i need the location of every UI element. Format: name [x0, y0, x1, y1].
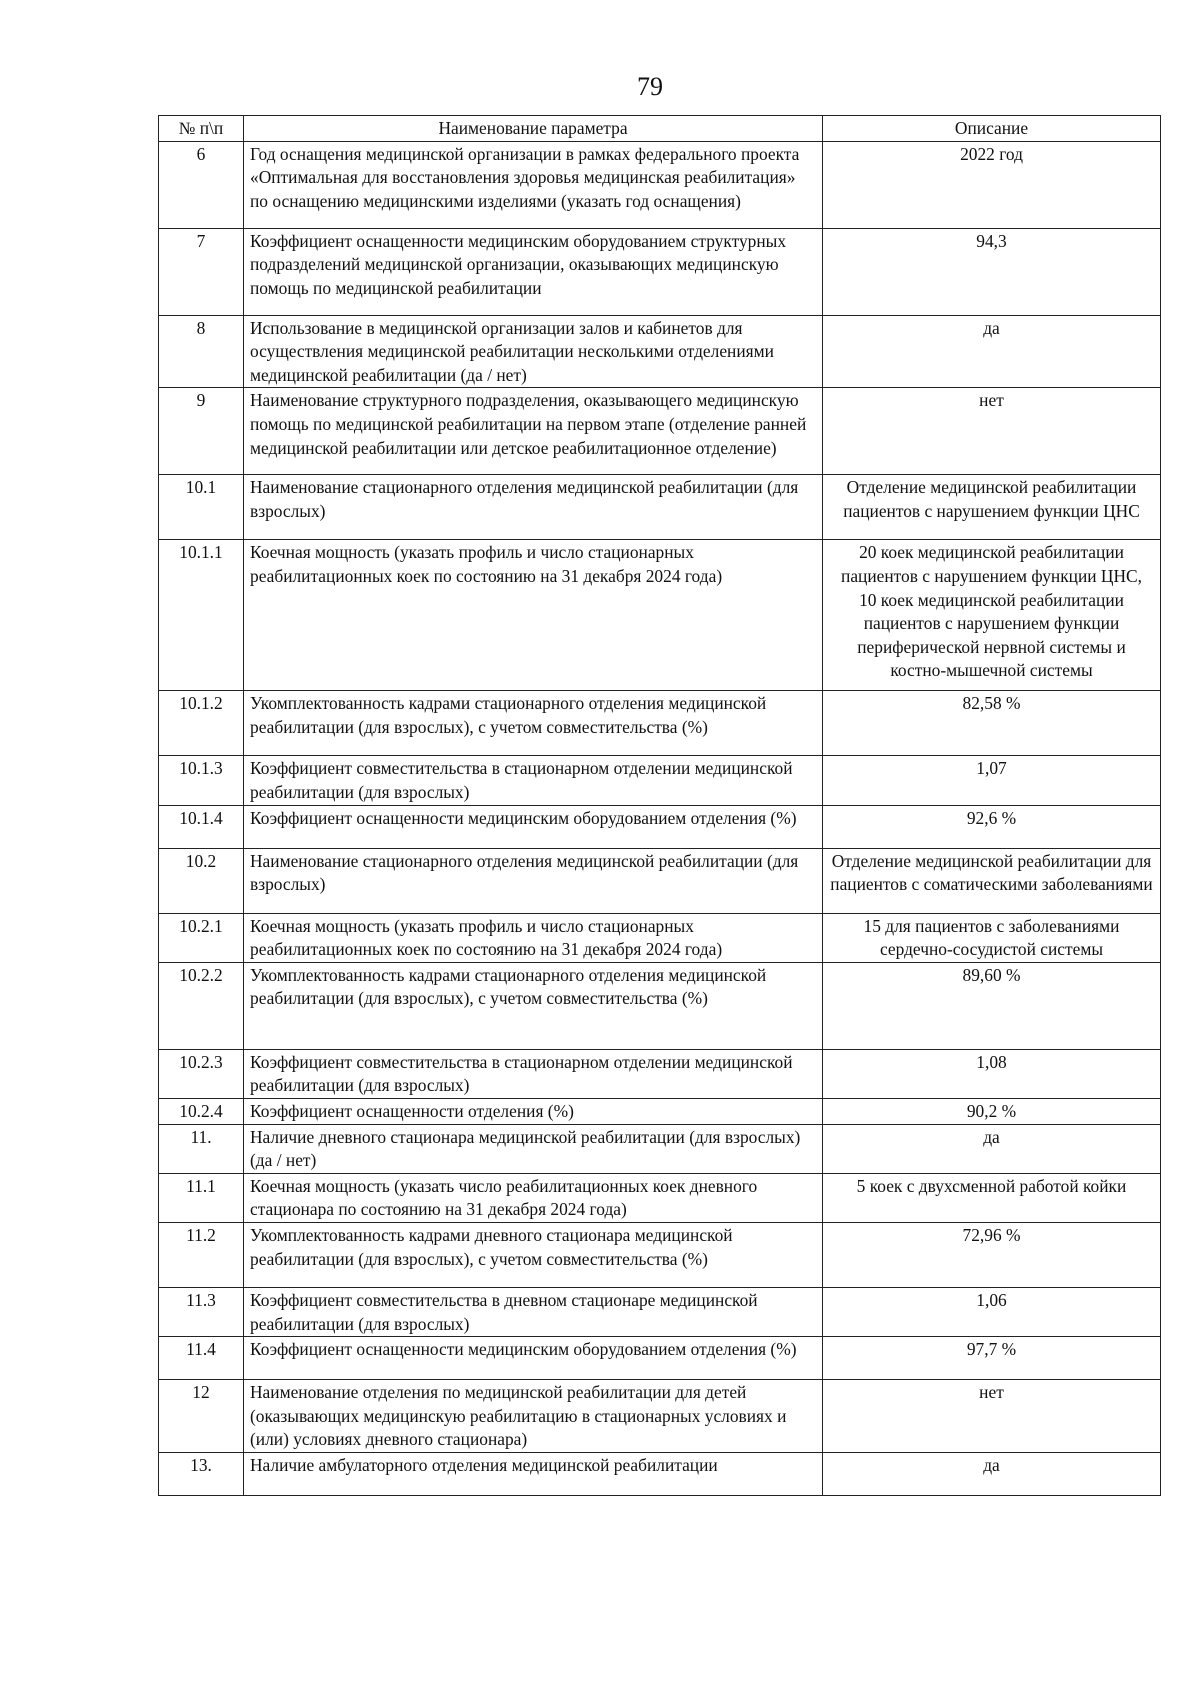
row-number-cell: 7	[159, 228, 244, 315]
parameter-name-cell: Укомплектованность кадрами стационарного отделения медицинской реабилитации (для взрослых), с учетом совместительства (%)	[244, 962, 823, 1049]
row-number-cell: 10.2	[159, 848, 244, 913]
table-row	[159, 1049, 1161, 1098]
description-cell: нет	[823, 1380, 1161, 1453]
table-row	[159, 756, 1161, 805]
parameters-table	[158, 115, 1161, 1496]
table-row	[159, 1380, 1161, 1453]
parameter-name-cell: Использование в медицинской организации залов и кабинетов для осуществления медицинской реабилитации несколькими отделениями медицинской реабилитации (да / нет)	[244, 315, 823, 388]
description-cell: да	[823, 1124, 1161, 1173]
description-cell: 94,3	[823, 228, 1161, 315]
table-row	[159, 1452, 1161, 1495]
description-cell: 1,07	[823, 756, 1161, 805]
description-cell: 20 коек медицинской реабилитации пациентов с нарушением функции ЦНС, 10 коек медицинской реабилитации пациентов с нарушением функции периферической нервной системы и костно-мышечной системы	[823, 540, 1161, 691]
row-number-cell: 10.1.3	[159, 756, 244, 805]
table-row	[159, 388, 1161, 475]
parameter-name-cell: Наименование стационарного отделения медицинской реабилитации (для взрослых)	[244, 475, 823, 540]
description-cell: 82,58 %	[823, 691, 1161, 756]
parameter-name-cell: Наличие амбулаторного отделения медицинской реабилитации	[244, 1452, 823, 1495]
description-cell: 90,2 %	[823, 1098, 1161, 1124]
parameter-name-cell: Коэффициент совместительства в дневном стационаре медицинской реабилитации (для взрослых)	[244, 1287, 823, 1336]
table-row	[159, 962, 1161, 1049]
row-number-cell: 10.2.3	[159, 1049, 244, 1098]
parameter-name-cell: Коэффициент оснащенности отделения (%)	[244, 1098, 823, 1124]
table-row	[159, 540, 1161, 691]
row-number-cell: 10.1	[159, 475, 244, 540]
parameter-name-cell: Коечная мощность (указать число реабилитационных коек дневного стационара по состоянию на 31 декабря 2024 года)	[244, 1173, 823, 1222]
table-row	[159, 1098, 1161, 1124]
parameter-name-cell: Укомплектованность кадрами стационарного отделения медицинской реабилитации (для взрослых), с учетом совместительства (%)	[244, 691, 823, 756]
description-cell: 2022 год	[823, 141, 1161, 228]
table-row	[159, 315, 1161, 388]
table-row	[159, 1124, 1161, 1173]
row-number-cell: 9	[159, 388, 244, 475]
parameter-name-cell: Наличие дневного стационара медицинской реабилитации (для взрослых) (да / нет)	[244, 1124, 823, 1173]
table-body	[159, 141, 1161, 1495]
row-number-cell: 11.	[159, 1124, 244, 1173]
description-cell: нет	[823, 388, 1161, 475]
description-cell: 1,06	[823, 1287, 1161, 1336]
table-row	[159, 691, 1161, 756]
row-number-cell: 10.1.4	[159, 805, 244, 848]
header-description: Описание	[823, 116, 1161, 142]
description-cell: Отделение медицинской реабилитации пациентов с нарушением функции ЦНС	[823, 475, 1161, 540]
row-number-cell: 10.2.1	[159, 913, 244, 962]
description-cell: 97,7 %	[823, 1337, 1161, 1380]
row-number-cell: 10.1.1	[159, 540, 244, 691]
parameter-name-cell: Коечная мощность (указать профиль и число стационарных реабилитационных коек по состоянию на 31 декабря 2024 года)	[244, 540, 823, 691]
description-cell: 5 коек с двухсменной работой койки	[823, 1173, 1161, 1222]
description-cell: 1,08	[823, 1049, 1161, 1098]
description-cell: да	[823, 1452, 1161, 1495]
table-row	[159, 475, 1161, 540]
row-number-cell: 10.1.2	[159, 691, 244, 756]
row-number-cell: 6	[159, 141, 244, 228]
parameter-name-cell: Наименование стационарного отделения медицинской реабилитации (для взрослых)	[244, 848, 823, 913]
table-row	[159, 141, 1161, 228]
table-header-row	[159, 116, 1161, 142]
parameter-name-cell: Укомплектованность кадрами дневного стационара медицинской реабилитации (для взрослых), с учетом совместительства (%)	[244, 1222, 823, 1287]
row-number-cell: 12	[159, 1380, 244, 1453]
table-row	[159, 1173, 1161, 1222]
table-row	[159, 913, 1161, 962]
row-number-cell: 11.2	[159, 1222, 244, 1287]
description-cell: 15 для пациентов с заболеваниями сердечно-сосудистой системы	[823, 913, 1161, 962]
parameter-name-cell: Коэффициент оснащенности медицинским оборудованием отделения (%)	[244, 805, 823, 848]
header-number: № п\п	[159, 116, 244, 142]
table-row	[159, 1222, 1161, 1287]
parameter-name-cell: Коэффициент совместительства в стационарном отделении медицинской реабилитации (для взрослых)	[244, 1049, 823, 1098]
row-number-cell: 10.2.4	[159, 1098, 244, 1124]
parameter-name-cell: Коэффициент оснащенности медицинским оборудованием структурных подразделений медицинской организации, оказывающих медицинскую помощь по медицинской реабилитации	[244, 228, 823, 315]
parameter-name-cell: Коечная мощность (указать профиль и число стационарных реабилитационных коек по состоянию на 31 декабря 2024 года)	[244, 913, 823, 962]
parameter-name-cell: Коэффициент совместительства в стационарном отделении медицинской реабилитации (для взрослых)	[244, 756, 823, 805]
row-number-cell: 13.	[159, 1452, 244, 1495]
parameter-name-cell: Наименование структурного подразделения, оказывающего медицинскую помощь по медицинской реабилитации на первом этапе (отделение ранней медицинской реабилитации или детское реабилитационное отделение)	[244, 388, 823, 475]
parameter-name-cell: Наименование отделения по медицинской реабилитации для детей (оказывающих медицинскую реабилитацию в стационарных условиях и (или) условиях дневного стационара)	[244, 1380, 823, 1453]
table-row	[159, 1337, 1161, 1380]
parameter-name-cell: Год оснащения медицинской организации в рамках федерального проекта «Оптимальная для восстановления здоровья медицинская реабилитация» по оснащению медицинскими изделиями (указать год оснащения)	[244, 141, 823, 228]
table-row	[159, 1287, 1161, 1336]
parameter-name-cell: Коэффициент оснащенности медицинским оборудованием отделения (%)	[244, 1337, 823, 1380]
table-row	[159, 805, 1161, 848]
row-number-cell: 11.3	[159, 1287, 244, 1336]
description-cell: 72,96 %	[823, 1222, 1161, 1287]
description-cell: да	[823, 315, 1161, 388]
page-number: 79	[637, 72, 663, 101]
row-number-cell: 8	[159, 315, 244, 388]
row-number-cell: 10.2.2	[159, 962, 244, 1049]
row-number-cell: 11.4	[159, 1337, 244, 1380]
header-parameter-name: Наименование параметра	[244, 116, 823, 142]
description-cell: 89,60 %	[823, 962, 1161, 1049]
row-number-cell: 11.1	[159, 1173, 244, 1222]
table-row	[159, 848, 1161, 913]
description-cell: Отделение медицинской реабилитации для пациентов с соматическими заболеваниями	[823, 848, 1161, 913]
table-row	[159, 228, 1161, 315]
description-cell: 92,6 %	[823, 805, 1161, 848]
